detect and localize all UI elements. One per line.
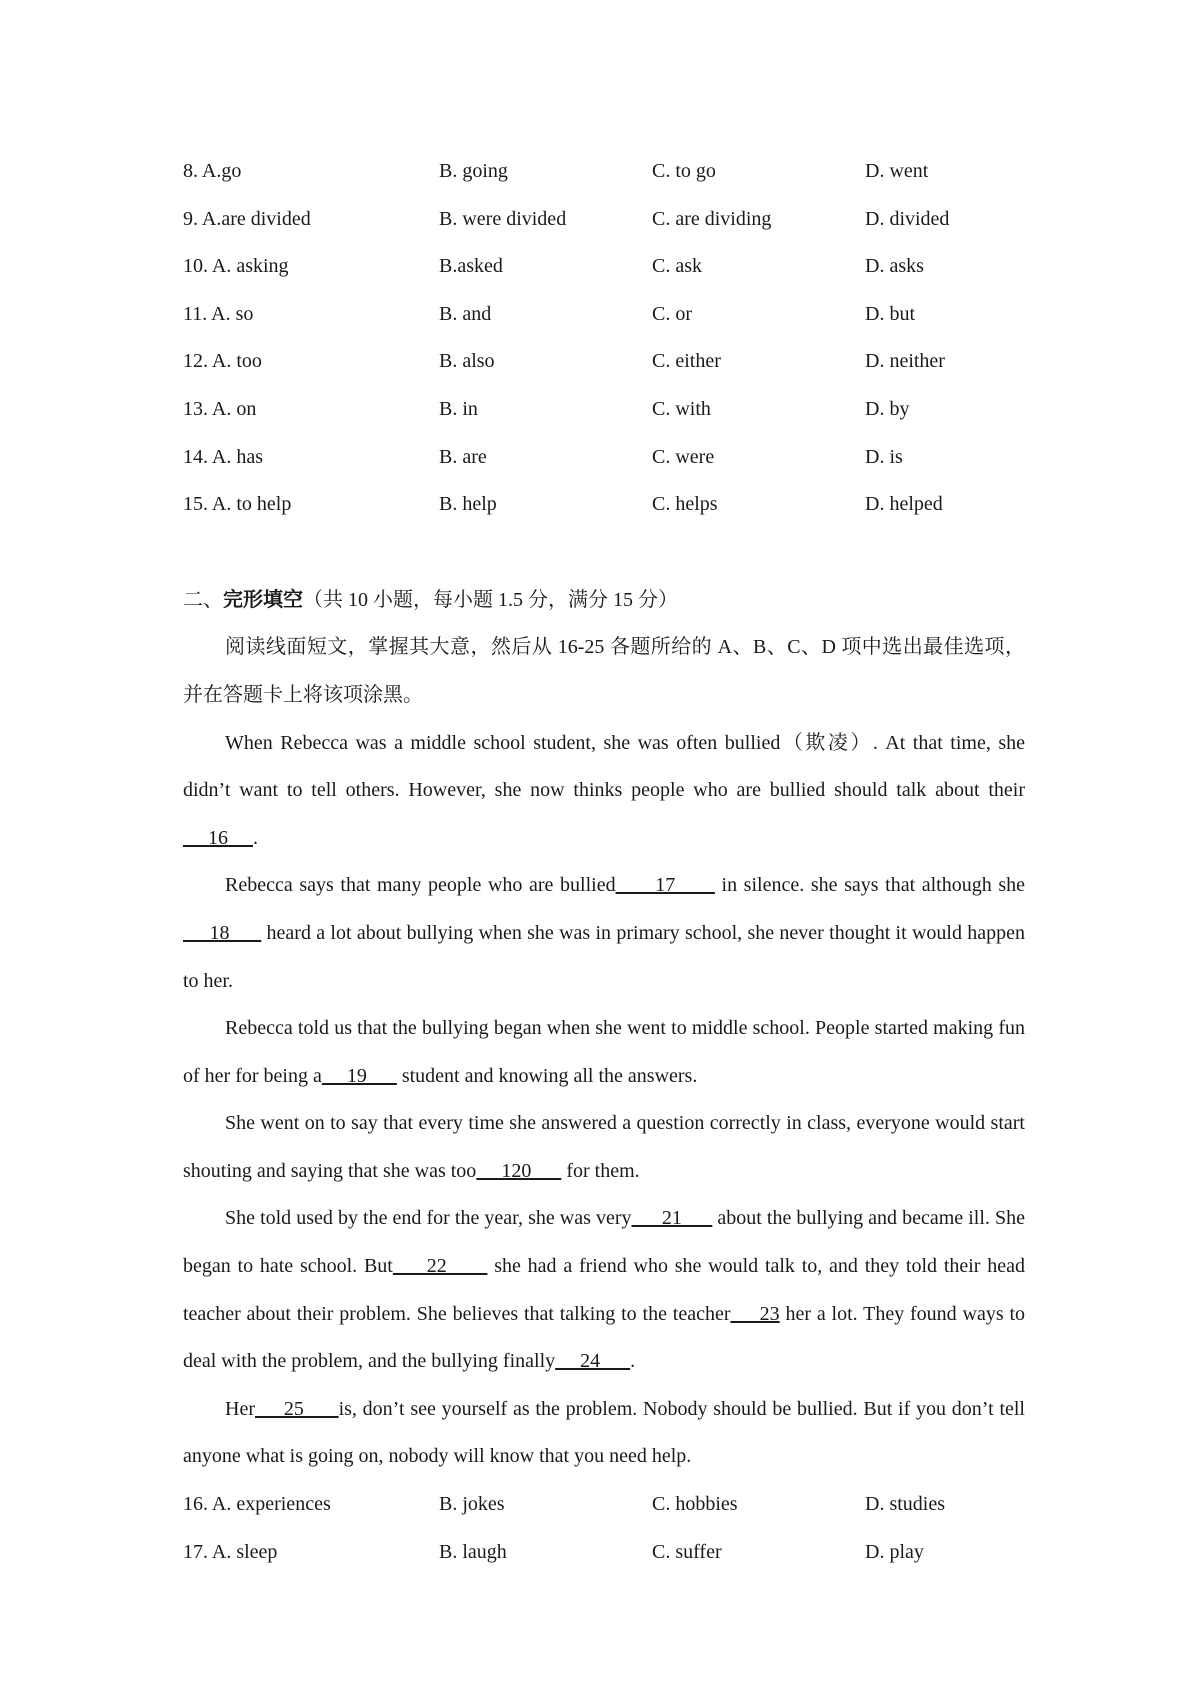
options-part2 [183,1481,1025,1576]
passage-paragraph-3 [183,1005,1025,1100]
passage-paragraph-2 [183,862,1025,1005]
option-c: C. or [652,302,692,325]
passage-paragraph-5 [183,1195,1025,1385]
option-row-12 [183,338,1025,386]
passage-text: . [253,826,258,849]
section-title-bold: 完形填空 [223,588,303,611]
option-a: 9. A.are divided [183,207,311,230]
option-d: D. neither [865,350,945,373]
page-content [183,148,1025,1576]
option-c: C. were [652,445,715,468]
blank-25: 25 [254,1397,339,1420]
passage-paragraph-4 [183,1100,1025,1195]
passage-paragraph-1 [183,720,1025,863]
option-b: B. help [439,493,497,516]
section-instruction: 阅读线面短文，掌握其大意，然后从 16-25 各题所给的 A、B、C、D 项中选出最佳选项，并在答题卡上将该项涂黑。 [183,636,1025,706]
option-c: C. to go [652,160,716,182]
blank-21: 21 [631,1207,713,1230]
option-b: B.asked [439,255,503,278]
option-a: 14. A. has [183,445,263,468]
option-b: B. going [439,160,508,182]
option-b: B. are [439,445,487,468]
option-row-8 [183,148,1025,196]
passage-text: She told used by the end for the year, she was very [225,1207,632,1230]
option-d: D. went [865,160,929,182]
option-a: 8. A.go [183,160,242,182]
option-d: D. by [865,397,910,420]
passage-text: in silence. she says that although she [714,874,1026,897]
passage-text: Her [225,1397,255,1420]
option-row-16 [183,1481,1025,1529]
passage-text: she had a friend who she would talk to, and they told their head teacher about their problem. She believes that talking to the teacher [183,1255,1025,1325]
option-c: C. suffer [652,1540,722,1563]
option-row-9 [183,196,1025,244]
options-part1 [183,148,1025,529]
option-c: C. either [652,350,721,373]
option-d: D. divided [865,207,950,230]
blank-19: 19 [321,1064,397,1087]
option-b: B. laugh [439,1540,507,1563]
option-row-15 [183,481,1025,529]
option-d: D. play [865,1540,924,1563]
blank-20: 120 [476,1159,562,1182]
option-c: C. with [652,397,711,420]
option-c: C. are dividing [652,207,772,230]
option-c: C. hobbies [652,1493,738,1516]
passage-text: is, don’t see yourself as the problem. Nobody should be bullied. But if you don’t tell anyone what is going on, nobody will know that you need help. [183,1397,1025,1468]
option-d: D. is [865,445,903,468]
blank-16: 16 [183,826,253,849]
option-row-14 [183,434,1025,482]
option-b: B. in [439,397,478,420]
option-a: 15. A. to help [183,493,292,516]
section-title [183,577,1025,625]
passage-text: student and knowing all the answers. [396,1064,698,1087]
option-row-11 [183,291,1025,339]
passage-text: When Rebecca was a middle school student, she was often bullied（欺凌）. At that time, she didn’t want to tell others. However, she now thinks people who are bullied should talk about their [183,731,1025,802]
option-d: D. studies [865,1493,945,1516]
section-prefix: 二、 [183,588,223,611]
passage-text: Rebecca told us that the bullying began when she went to middle school. People started making fun of her for being a [183,1017,1025,1087]
blank-17: 17 [615,874,715,897]
option-d: D. asks [865,255,924,278]
passage-text: She went on to say that every time she answered a question correctly in class, everyone would start shouting and saying that she was too [183,1112,1025,1182]
option-row-10 [183,243,1025,291]
option-a: 10. A. asking [183,255,289,278]
option-b: B. jokes [439,1493,505,1516]
option-a: 13. A. on [183,397,257,420]
option-row-17 [183,1529,1025,1577]
option-a: 17. A. sleep [183,1540,278,1563]
passage-text: her a lot. They found ways to deal with the problem, and the bullying finally [183,1302,1025,1373]
option-d: D. helped [865,493,943,516]
option-b: B. also [439,350,495,373]
blank-24: 24 [555,1350,631,1373]
passage-paragraph-6 [183,1386,1025,1481]
option-b: B. were divided [439,207,567,230]
option-row-13 [183,386,1025,434]
passage-text: about the bullying and became ill. She began to hate school. But [183,1207,1025,1278]
passage-text: heard a lot about bullying when she was in primary school, she never thought it would happen to her. [183,921,1025,992]
option-a: 12. A. too [183,350,262,373]
passage-text: for them. [561,1159,640,1182]
option-d: D. but [865,302,915,325]
option-c: C. helps [652,493,718,516]
option-a: 16. A. experiences [183,1493,331,1516]
passage-text: Rebecca says that many people who are bullied [225,874,616,897]
option-c: C. ask [652,255,702,278]
blank-22: 22 [392,1255,488,1278]
section-title-rest: （共 10 小题，每小题 1.5 分，满分 15 分） [303,588,678,611]
passage-text: . [630,1350,636,1373]
option-a: 11. A. so [183,302,254,325]
blank-18: 18 [183,921,262,944]
blank-23: 23 [730,1302,780,1325]
option-b: B. and [439,302,492,325]
